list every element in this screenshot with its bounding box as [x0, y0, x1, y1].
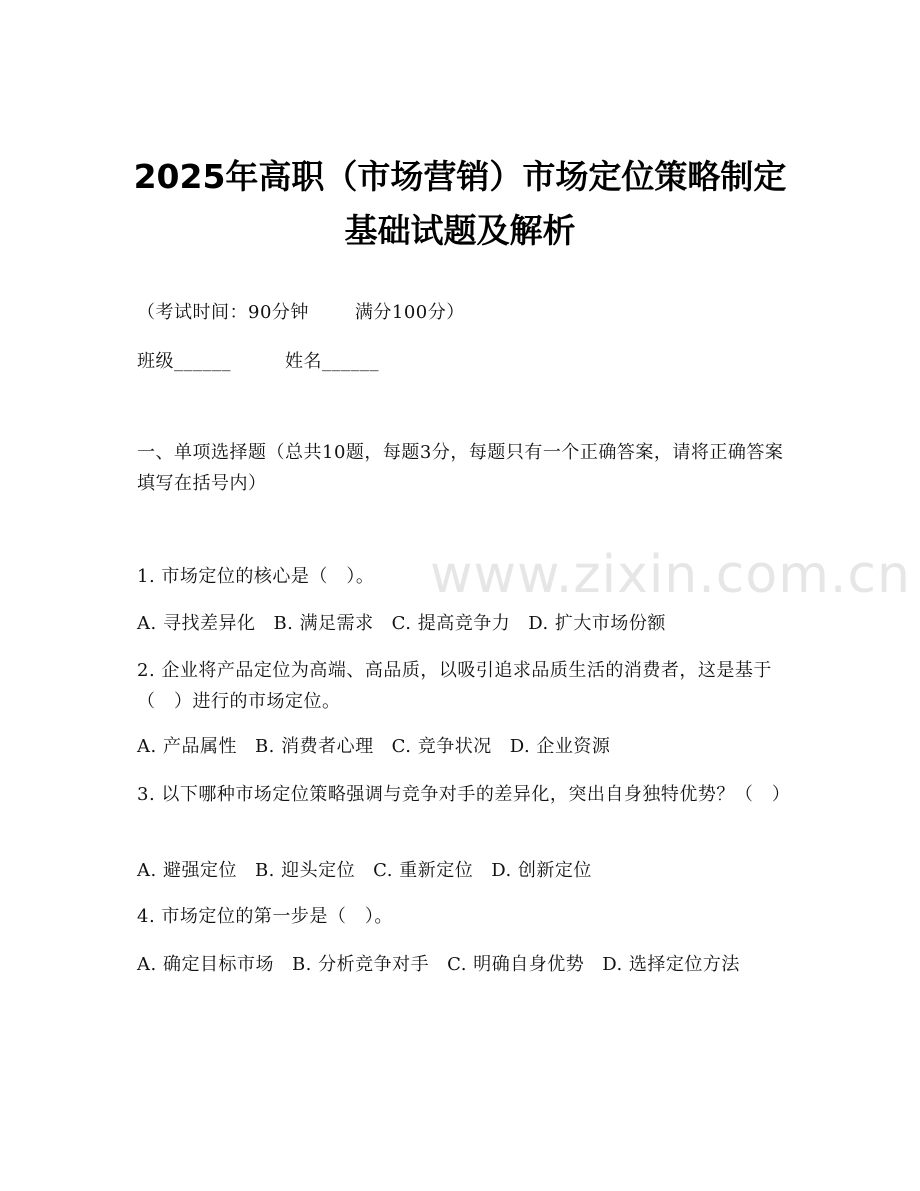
title-line-2: 基础试题及解析	[344, 211, 576, 250]
question-1-stem: 1. 市场定位的核心是（ ）。	[137, 566, 375, 587]
question-4-option-b: B. 分析竞争对手	[291, 954, 430, 975]
student-fields	[137, 347, 379, 377]
question-3-option-a: A. 避强定位	[137, 860, 237, 881]
question-3-option-c: C. 重新定位	[373, 860, 474, 881]
exam-score: 满分100分）	[354, 302, 465, 323]
class-field: 班级______	[137, 351, 231, 372]
watermark: www.zixin.com.cn	[430, 545, 911, 605]
question-2-option-b: B. 消费者心理	[254, 736, 374, 757]
question-1-option-b: B. 满足需求	[273, 613, 374, 634]
exam-time: （考试时间：90分钟	[137, 302, 309, 323]
question-4-options	[137, 949, 787, 980]
question-1-option-c: C. 提高竞争力	[391, 613, 511, 634]
question-2-option-c: C. 竞争状况	[391, 736, 492, 757]
question-4-option-d: D. 选择定位方法	[602, 954, 740, 975]
section-heading: 一、单项选择题（总共10题，每题3分，每题只有一个正确答案，请将正确答案填写在括号内）	[137, 442, 784, 494]
exam-info	[137, 298, 465, 328]
question-4-option-c: C. 明确自身优势	[447, 954, 585, 975]
title-line-1: 2025年高职（市场营销）市场定位策略制定	[133, 157, 787, 196]
question-1-option-d: D. 扩大市场份额	[528, 613, 666, 634]
document-title	[60, 150, 860, 258]
name-field: 姓名______	[285, 351, 379, 372]
question-3-option-b: B. 迎头定位	[254, 860, 356, 881]
question-2-options	[137, 732, 610, 762]
question-1-option-a: A. 寻找差异化	[137, 613, 256, 634]
question-1-options	[137, 609, 666, 639]
question-3-stem: 3. 以下哪种市场定位策略强调与竞争对手的差异化，突出自身独特优势？（ ）	[137, 784, 791, 805]
question-4-option-a: A. 确定目标市场	[137, 954, 274, 975]
question-2-stem: 2. 企业将产品定位为高端、高品质，以吸引追求品质生活的消费者，这是基于（ ）进行的市场定位。	[137, 660, 772, 712]
question-4-stem: 4. 市场定位的第一步是（ ）。	[137, 906, 393, 927]
question-2-option-a: A. 产品属性	[137, 736, 237, 757]
question-2-option-d: D. 企业资源	[509, 736, 611, 757]
question-3-option-d: D. 创新定位	[491, 860, 592, 881]
question-3-options	[137, 856, 592, 886]
